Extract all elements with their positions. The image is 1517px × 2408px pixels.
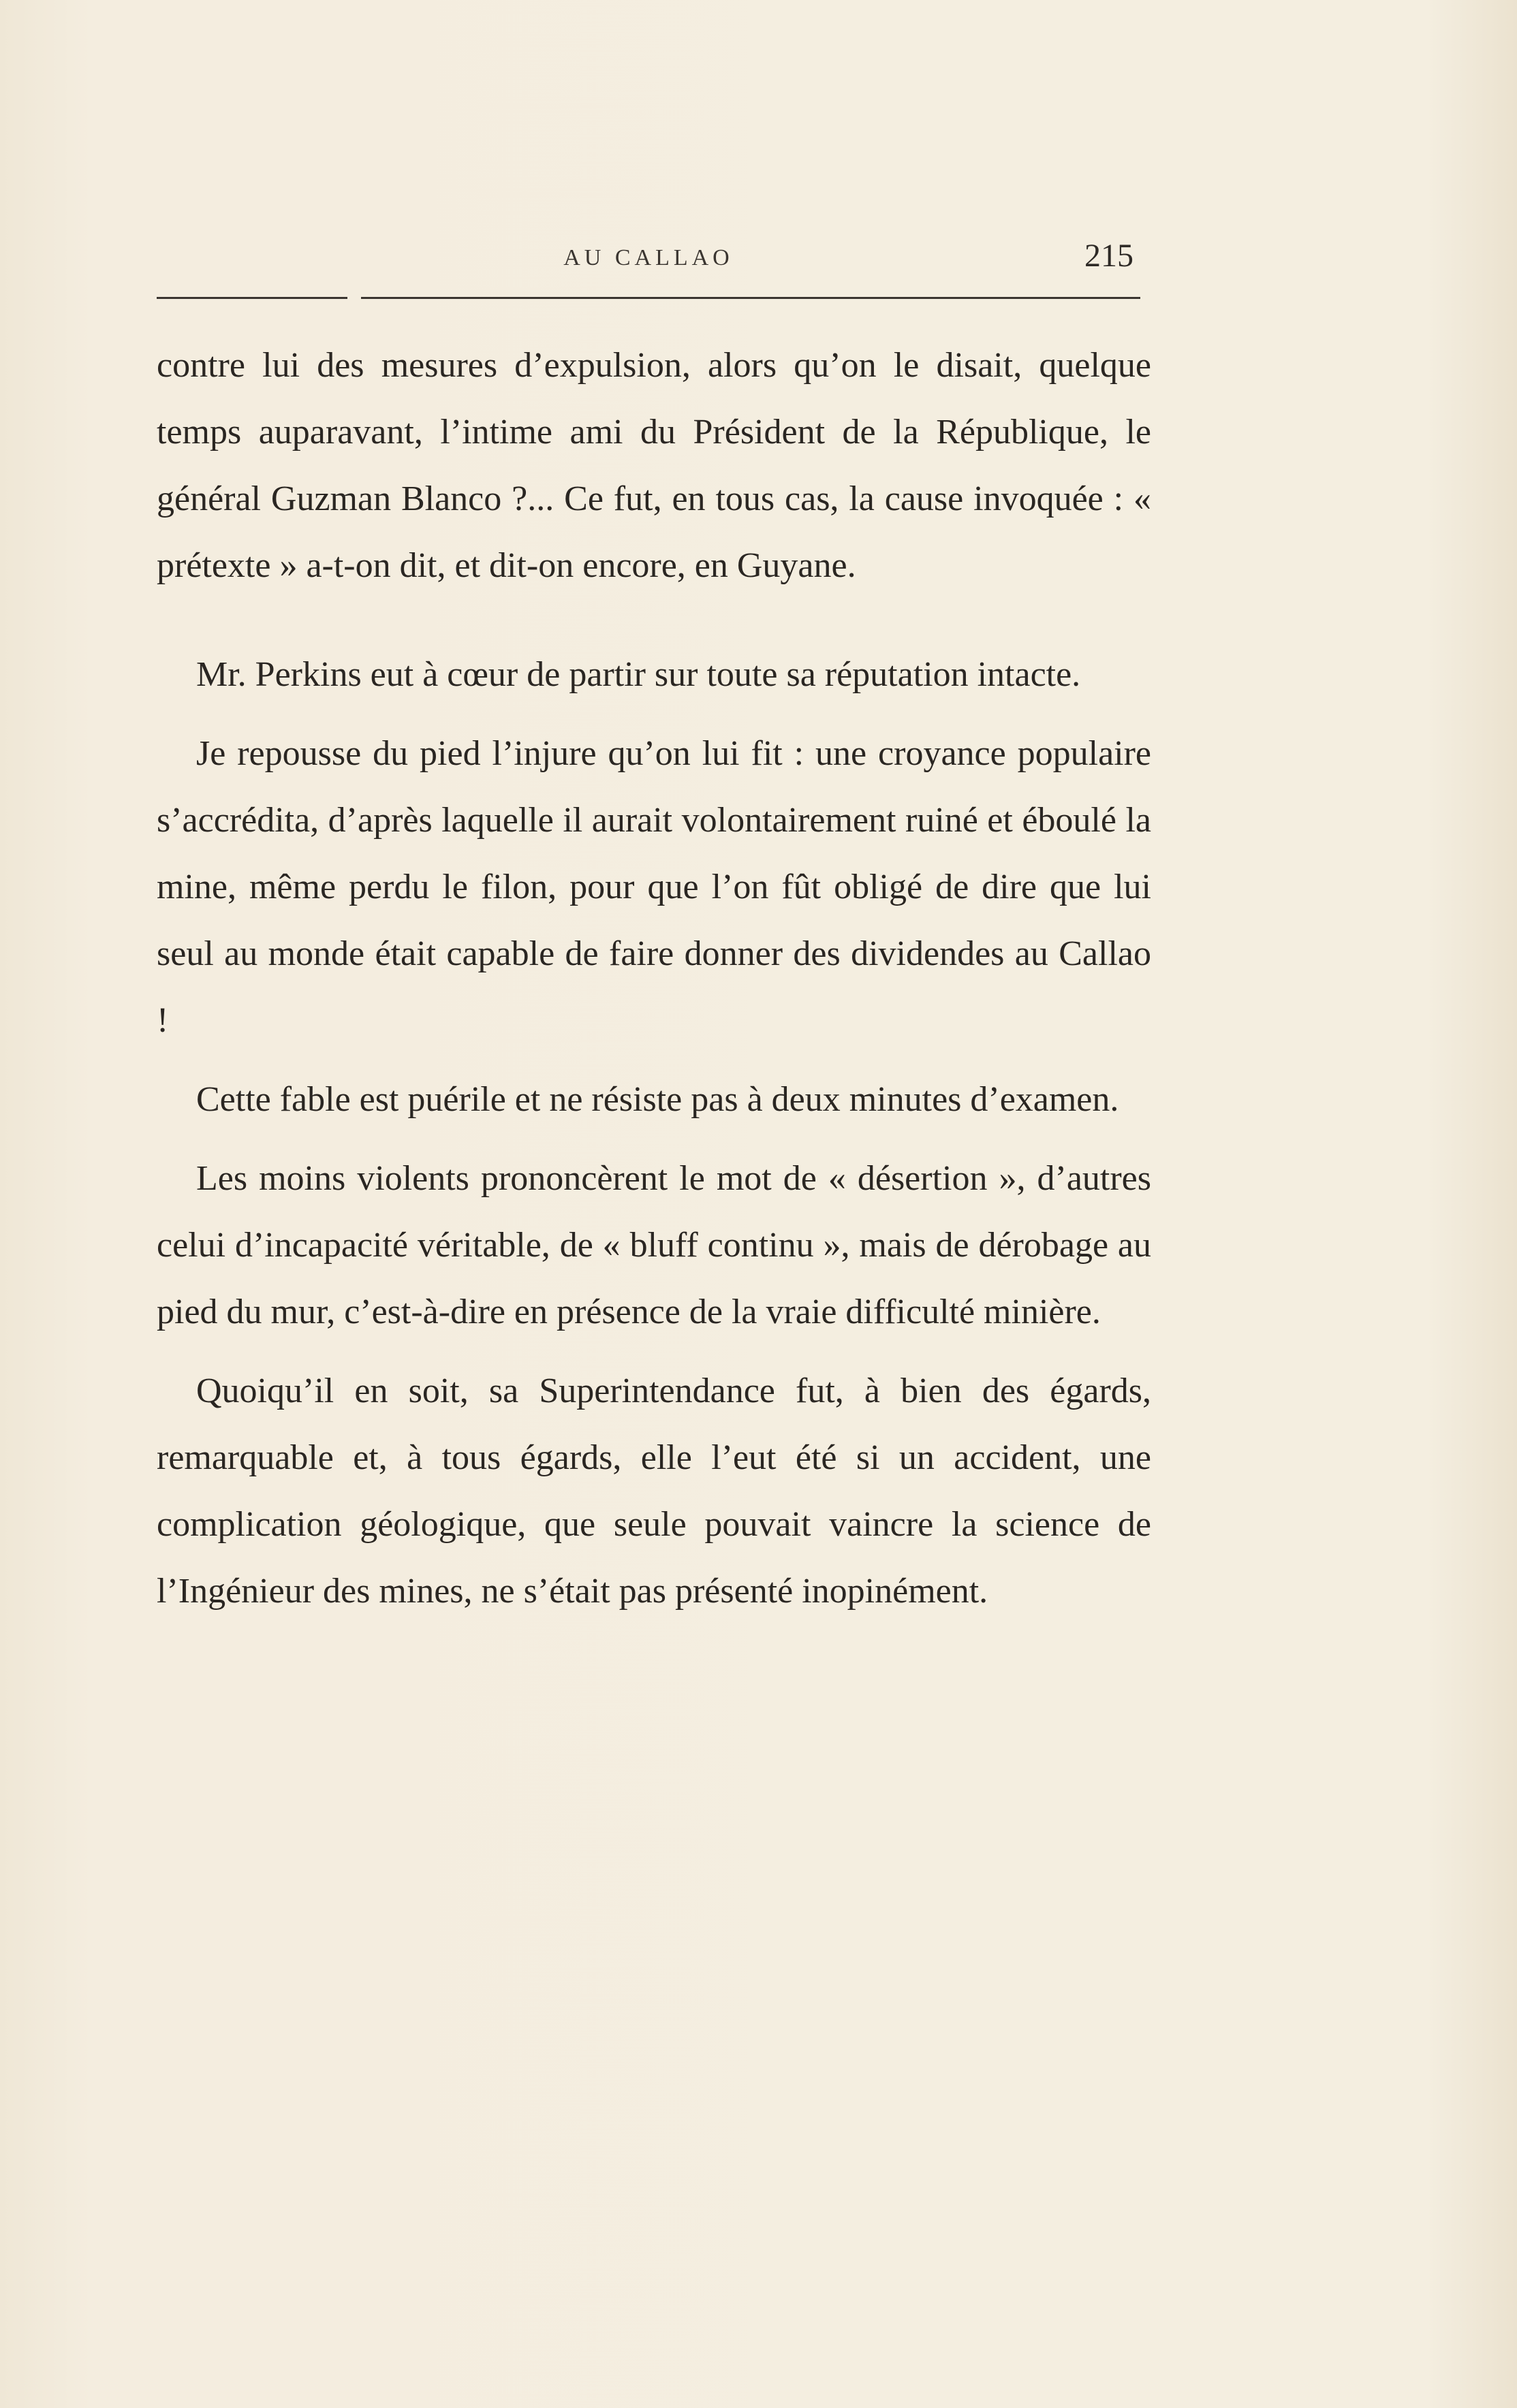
header-rule — [157, 297, 1140, 299]
paragraph-continuation: contre lui des mesures d’expulsion, alors qu’on le disait, quelque temps auparavant, l’intime ami du Président de la République, le général Guzman Blanco ?... Ce fut, en tous cas, la cause invoquée : « prétexte » a-t-on dit, et dit-on encore, en Guyane. — [157, 346, 1151, 585]
paragraph-desertion: Les moins violents prononcèrent le mot de « désertion », d’autres celui d’incapacité véritable, de « bluff continu », mais de dérobage au pied du mur, c’est-à-dire en présence de la vraie difficulté minière. — [157, 1159, 1151, 1331]
page-number: 215 — [1084, 238, 1133, 274]
header-rule-break — [347, 294, 361, 301]
paragraph-perkins: Mr. Perkins eut à cœur de partir sur toute sa réputation intacte. — [196, 655, 1081, 694]
paragraph-superintendance: Quoiqu’il en soit, sa Superintendance fut, à bien des égards, remarquable et, à tous égards, elle l’eut été si un accident, une complication géologique, que seule pouvait vaincre la science de l’Ingénieur des mines, ne s’était pas présenté inopinément. — [157, 1372, 1151, 1611]
paragraph-fable: Cette fable est puérile et ne résiste pas à deux minutes d’examen. — [196, 1080, 1119, 1119]
paragraph-injure: Je repousse du pied l’injure qu’on lui fit : une croyance populaire s’accrédita, d’après laquelle il aurait volontairement ruiné et éboulé la mine, même perdu le filon, pour que l’on fût obligé de dire que lui seul au monde était capable de faire donner des dividendes au Callao ! — [157, 734, 1151, 1040]
body-text — [157, 332, 1151, 1625]
running-header — [157, 237, 1140, 291]
running-title: AU CALLAO — [563, 245, 734, 270]
